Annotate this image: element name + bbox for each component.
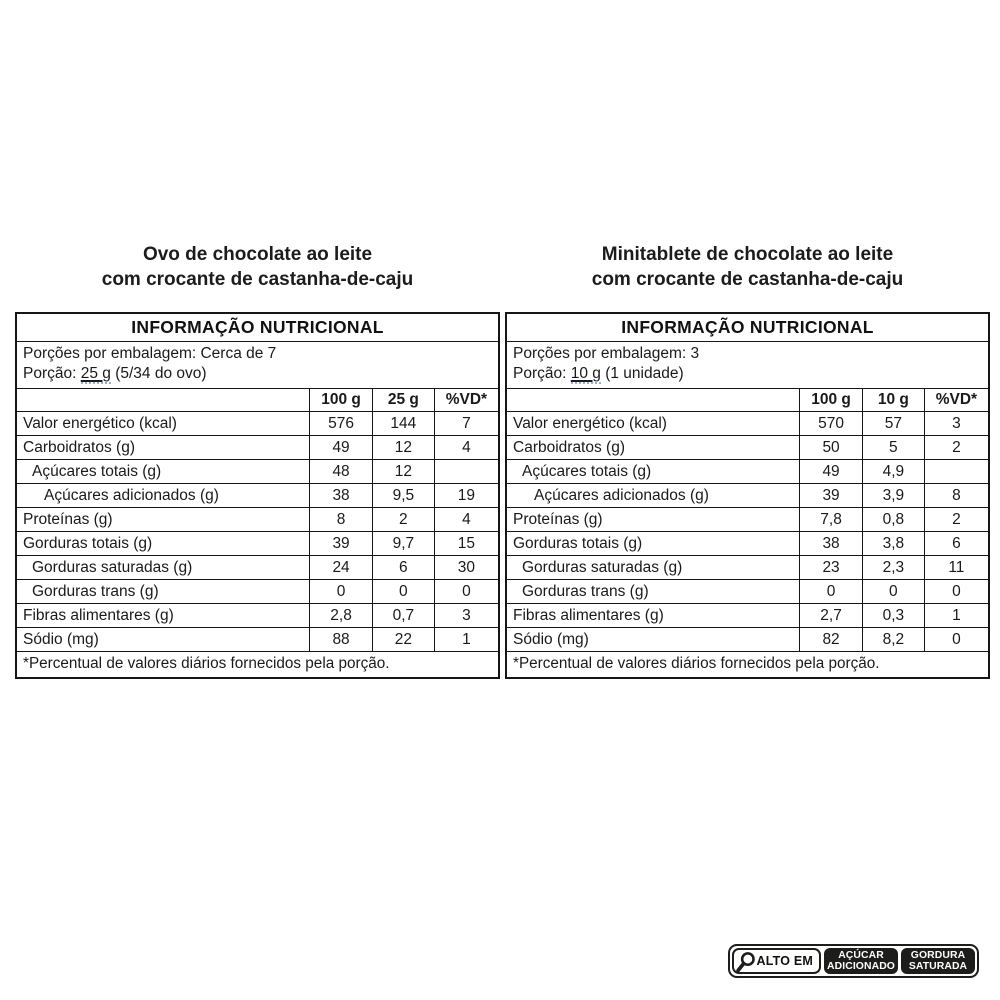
table-title-row (506, 313, 989, 342)
table-row (506, 532, 989, 556)
table-row (506, 604, 989, 628)
value-per-portion: 57 (862, 412, 924, 436)
portion-line: Porção: 25 g (5/34 do ovo) (23, 365, 207, 383)
table-row (16, 460, 499, 484)
table-row (506, 436, 989, 460)
table-row (506, 556, 989, 580)
column-header-vd: %VD* (434, 389, 499, 412)
value-percent-vd: 3 (924, 412, 989, 436)
value-per-100g: 23 (800, 556, 863, 580)
value-percent-vd: 0 (434, 580, 499, 604)
value-percent-vd: 2 (924, 436, 989, 460)
table-row (506, 580, 989, 604)
value-per-100g: 38 (800, 532, 863, 556)
product-panel-minitablete (505, 243, 990, 679)
column-header-row (506, 389, 989, 412)
column-header-portion: 25 g (372, 389, 434, 412)
nutrient-label: Gorduras saturadas (g) (16, 556, 310, 580)
nutrient-label: Gorduras totais (g) (16, 532, 310, 556)
nutrient-label: Proteínas (g) (506, 508, 800, 532)
value-per-100g: 576 (310, 412, 373, 436)
value-per-100g: 49 (800, 460, 863, 484)
serving-info (506, 342, 989, 389)
table-title: INFORMAÇÃO NUTRICIONAL (16, 313, 499, 342)
value-per-portion: 0 (372, 580, 434, 604)
value-per-portion: 5 (862, 436, 924, 460)
column-header-portion: 10 g (862, 389, 924, 412)
value-percent-vd: 2 (924, 508, 989, 532)
column-header-empty (506, 389, 800, 412)
badge-gordura-saturada: GORDURA SATURADA (901, 948, 975, 974)
nutrient-label: Açúcares totais (g) (16, 460, 310, 484)
value-percent-vd: 19 (434, 484, 499, 508)
value-percent-vd: 3 (434, 604, 499, 628)
table-row (506, 412, 989, 436)
value-per-100g: 2,7 (800, 604, 863, 628)
nutrient-label: Sódio (mg) (506, 628, 800, 652)
value-per-portion: 2 (372, 508, 434, 532)
value-per-portion: 9,7 (372, 532, 434, 556)
value-per-portion: 0,3 (862, 604, 924, 628)
nutrient-label: Açúcares adicionados (g) (16, 484, 310, 508)
product-title-line1: Ovo de chocolate ao leite (142, 244, 373, 265)
value-percent-vd: 1 (924, 604, 989, 628)
table-row (506, 508, 989, 532)
nutrient-label: Carboidratos (g) (506, 436, 800, 460)
value-percent-vd (434, 460, 499, 484)
value-per-portion: 8,2 (862, 628, 924, 652)
value-per-portion: 0,8 (862, 508, 924, 532)
value-per-100g: 8 (310, 508, 373, 532)
nutrient-label: Gorduras trans (g) (506, 580, 800, 604)
value-per-100g: 0 (310, 580, 373, 604)
value-percent-vd: 8 (924, 484, 989, 508)
value-percent-vd: 11 (924, 556, 989, 580)
product-title (15, 243, 500, 292)
value-percent-vd (924, 460, 989, 484)
nutrient-label: Valor energético (kcal) (506, 412, 800, 436)
nutrient-label: Proteínas (g) (16, 508, 310, 532)
table-row (16, 580, 499, 604)
product-title-line2: com crocante de castanha-de-caju (591, 268, 904, 290)
footnote: *Percentual de valores diários fornecidos pela porção. (16, 652, 499, 679)
serving-info-row (506, 342, 989, 389)
value-percent-vd: 6 (924, 532, 989, 556)
value-per-100g: 7,8 (800, 508, 863, 532)
value-percent-vd: 0 (924, 580, 989, 604)
value-per-portion: 144 (372, 412, 434, 436)
value-per-100g: 39 (800, 484, 863, 508)
nutrient-label: Gorduras saturadas (g) (506, 556, 800, 580)
value-per-portion: 4,9 (862, 460, 924, 484)
magnifier-icon (735, 950, 757, 974)
value-percent-vd: 4 (434, 436, 499, 460)
column-header-empty (16, 389, 310, 412)
table-row (506, 628, 989, 652)
value-per-100g: 49 (310, 436, 373, 460)
nutrient-label: Açúcares totais (g) (506, 460, 800, 484)
portion-size-underlined: 25 g (80, 365, 111, 383)
nutrient-label: Gorduras totais (g) (506, 532, 800, 556)
value-per-100g: 24 (310, 556, 373, 580)
value-per-portion: 0,7 (372, 604, 434, 628)
value-per-100g: 570 (800, 412, 863, 436)
column-header-vd: %VD* (924, 389, 989, 412)
portion-line: Porção: 10 g (1 unidade) (513, 365, 684, 383)
value-per-portion: 3,8 (862, 532, 924, 556)
nutrient-label: Gorduras trans (g) (16, 580, 310, 604)
product-title-line2: com crocante de castanha-de-caju (101, 268, 414, 290)
table-row (16, 604, 499, 628)
value-percent-vd: 15 (434, 532, 499, 556)
footnote-row (506, 652, 989, 679)
value-per-portion: 3,9 (862, 484, 924, 508)
value-per-100g: 50 (800, 436, 863, 460)
value-per-100g: 38 (310, 484, 373, 508)
serving-info (16, 342, 499, 389)
footnote-row (16, 652, 499, 679)
table-row (16, 436, 499, 460)
high-in-warning-seal (728, 944, 980, 978)
value-per-portion: 9,5 (372, 484, 434, 508)
table-row (16, 508, 499, 532)
nutrient-label: Sódio (mg) (16, 628, 310, 652)
nutrient-label: Fibras alimentares (g) (16, 604, 310, 628)
footnote: *Percentual de valores diários fornecidos pela porção. (506, 652, 989, 679)
table-row (506, 460, 989, 484)
nutrient-label: Carboidratos (g) (16, 436, 310, 460)
value-per-portion: 0 (862, 580, 924, 604)
value-per-100g: 0 (800, 580, 863, 604)
alto-em-section (732, 948, 822, 974)
value-per-portion: 22 (372, 628, 434, 652)
value-percent-vd: 30 (434, 556, 499, 580)
value-per-100g: 82 (800, 628, 863, 652)
nutrient-label: Fibras alimentares (g) (506, 604, 800, 628)
table-row (16, 484, 499, 508)
value-percent-vd: 4 (434, 508, 499, 532)
value-per-portion: 2,3 (862, 556, 924, 580)
product-title (505, 243, 990, 292)
value-percent-vd: 7 (434, 412, 499, 436)
value-per-100g: 2,8 (310, 604, 373, 628)
value-per-portion: 12 (372, 436, 434, 460)
table-row (16, 628, 499, 652)
badge-acucar-adicionado: AÇÚCAR ADICIONADO (824, 948, 898, 974)
value-per-100g: 88 (310, 628, 373, 652)
servings-per-package: Porções por embalagem: 3 (513, 345, 700, 363)
table-row (506, 484, 989, 508)
value-percent-vd: 1 (434, 628, 499, 652)
value-per-portion: 6 (372, 556, 434, 580)
product-panel-ovo (15, 243, 500, 679)
value-per-100g: 39 (310, 532, 373, 556)
value-per-100g: 48 (310, 460, 373, 484)
nutrition-table (15, 312, 500, 679)
table-row (16, 412, 499, 436)
nutrition-table (505, 312, 990, 679)
value-percent-vd: 0 (924, 628, 989, 652)
table-title-row (16, 313, 499, 342)
column-header-100g: 100 g (310, 389, 373, 412)
value-per-portion: 12 (372, 460, 434, 484)
table-title: INFORMAÇÃO NUTRICIONAL (506, 313, 989, 342)
servings-per-package: Porções por embalagem: Cerca de 7 (23, 345, 277, 363)
product-title-line1: Minitablete de chocolate ao leite (601, 244, 894, 265)
alto-em-label: ALTO EM (756, 954, 813, 968)
table-row (16, 556, 499, 580)
column-header-row (16, 389, 499, 412)
nutrient-label: Açúcares adicionados (g) (506, 484, 800, 508)
nutrient-label: Valor energético (kcal) (16, 412, 310, 436)
portion-size-underlined: 10 g (570, 365, 601, 383)
table-row (16, 532, 499, 556)
serving-info-row (16, 342, 499, 389)
column-header-100g: 100 g (800, 389, 863, 412)
